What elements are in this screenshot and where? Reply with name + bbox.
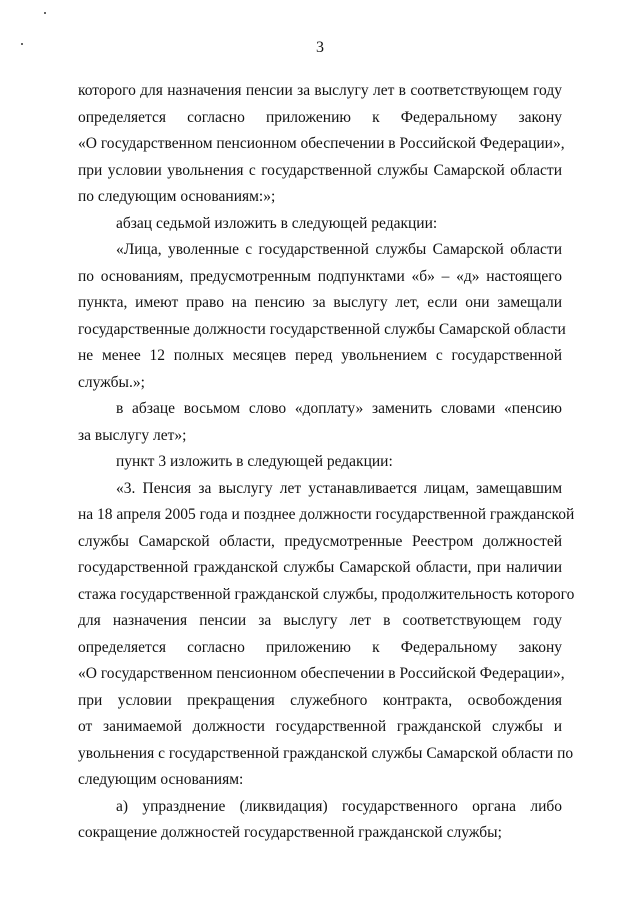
text-line: пункт 3 изложить в следующей редакции:	[116, 453, 393, 470]
paragraph-p2	[78, 211, 562, 238]
paragraph-p1	[78, 78, 565, 211]
text-line: «Лица, уволенные с государственной службы Самарской области	[116, 241, 562, 258]
scan-speck	[44, 12, 46, 14]
text-line: абзац седьмой изложить в следующей редакции:	[116, 214, 438, 232]
text-line: пункта, имеют право на пенсию за выслугу лет, если они замещали	[78, 294, 562, 311]
text-line: сокращение должностей государственной гражданской службы;	[78, 824, 502, 841]
text-line: службы Самарской области, предусмотренные Реестром должностей	[78, 532, 562, 550]
text-line: «3. Пенсия за выслугу лет устанавливается лицам, замещавшим	[116, 479, 562, 497]
paragraph-p4	[78, 396, 562, 449]
text-line: службы.»;	[78, 373, 145, 391]
text-line: при условии прекращения служебного контракта, освобождения	[78, 691, 562, 709]
text-line: государственной гражданской службы Самарской области, при наличии	[78, 559, 562, 576]
document-body	[78, 78, 575, 847]
paragraph-p3	[78, 237, 566, 396]
text-line: по основаниям, предусмотренным подпунктами «б» – «д» настоящего	[78, 267, 562, 285]
text-line: в абзаце восьмом слово «доплату» заменить словами «пенсию	[116, 400, 562, 417]
text-line: а) упразднение (ликвидация) государственного органа либо	[116, 797, 562, 815]
text-line: «О государственном пенсионном обеспечении в Российской Федерации»,	[78, 135, 565, 152]
text-line: определяется согласно приложению к Федеральному закону	[78, 108, 562, 126]
text-line: для назначения пенсии за выслугу лет в соответствующем году	[78, 612, 562, 629]
text-line: следующим основаниям:	[78, 771, 244, 788]
page-number: 3	[316, 39, 324, 56]
text-line: определяется согласно приложению к Федеральному закону	[78, 638, 562, 656]
text-line: увольнения с государственной гражданской службы Самарской области по	[78, 744, 574, 762]
paragraph-p6	[78, 476, 575, 794]
paragraph-p5	[78, 449, 562, 476]
text-line: стажа государственной гражданской службы, продолжительность которого	[78, 585, 575, 603]
text-line: по следующим основаниям:»;	[78, 188, 276, 205]
paragraph-p7	[78, 794, 562, 847]
text-line: при условии увольнения с государственной службы Самарской области	[78, 161, 562, 179]
text-line: «О государственном пенсионном обеспечении в Российской Федерации»,	[78, 665, 565, 682]
text-line: которого для назначения пенсии за выслугу лет в соответствующем году	[78, 82, 562, 99]
text-line: за выслугу лет»;	[78, 426, 187, 444]
text-line: от занимаемой должности государственной гражданской службы и	[78, 718, 562, 735]
text-line: на 18 апреля 2005 года и позднее должности государственной гражданской	[78, 506, 575, 523]
text-line: не менее 12 полных месяцев перед увольнением с государственной	[78, 347, 562, 364]
text-line: государственные должности государственной службы Самарской области	[78, 320, 566, 338]
